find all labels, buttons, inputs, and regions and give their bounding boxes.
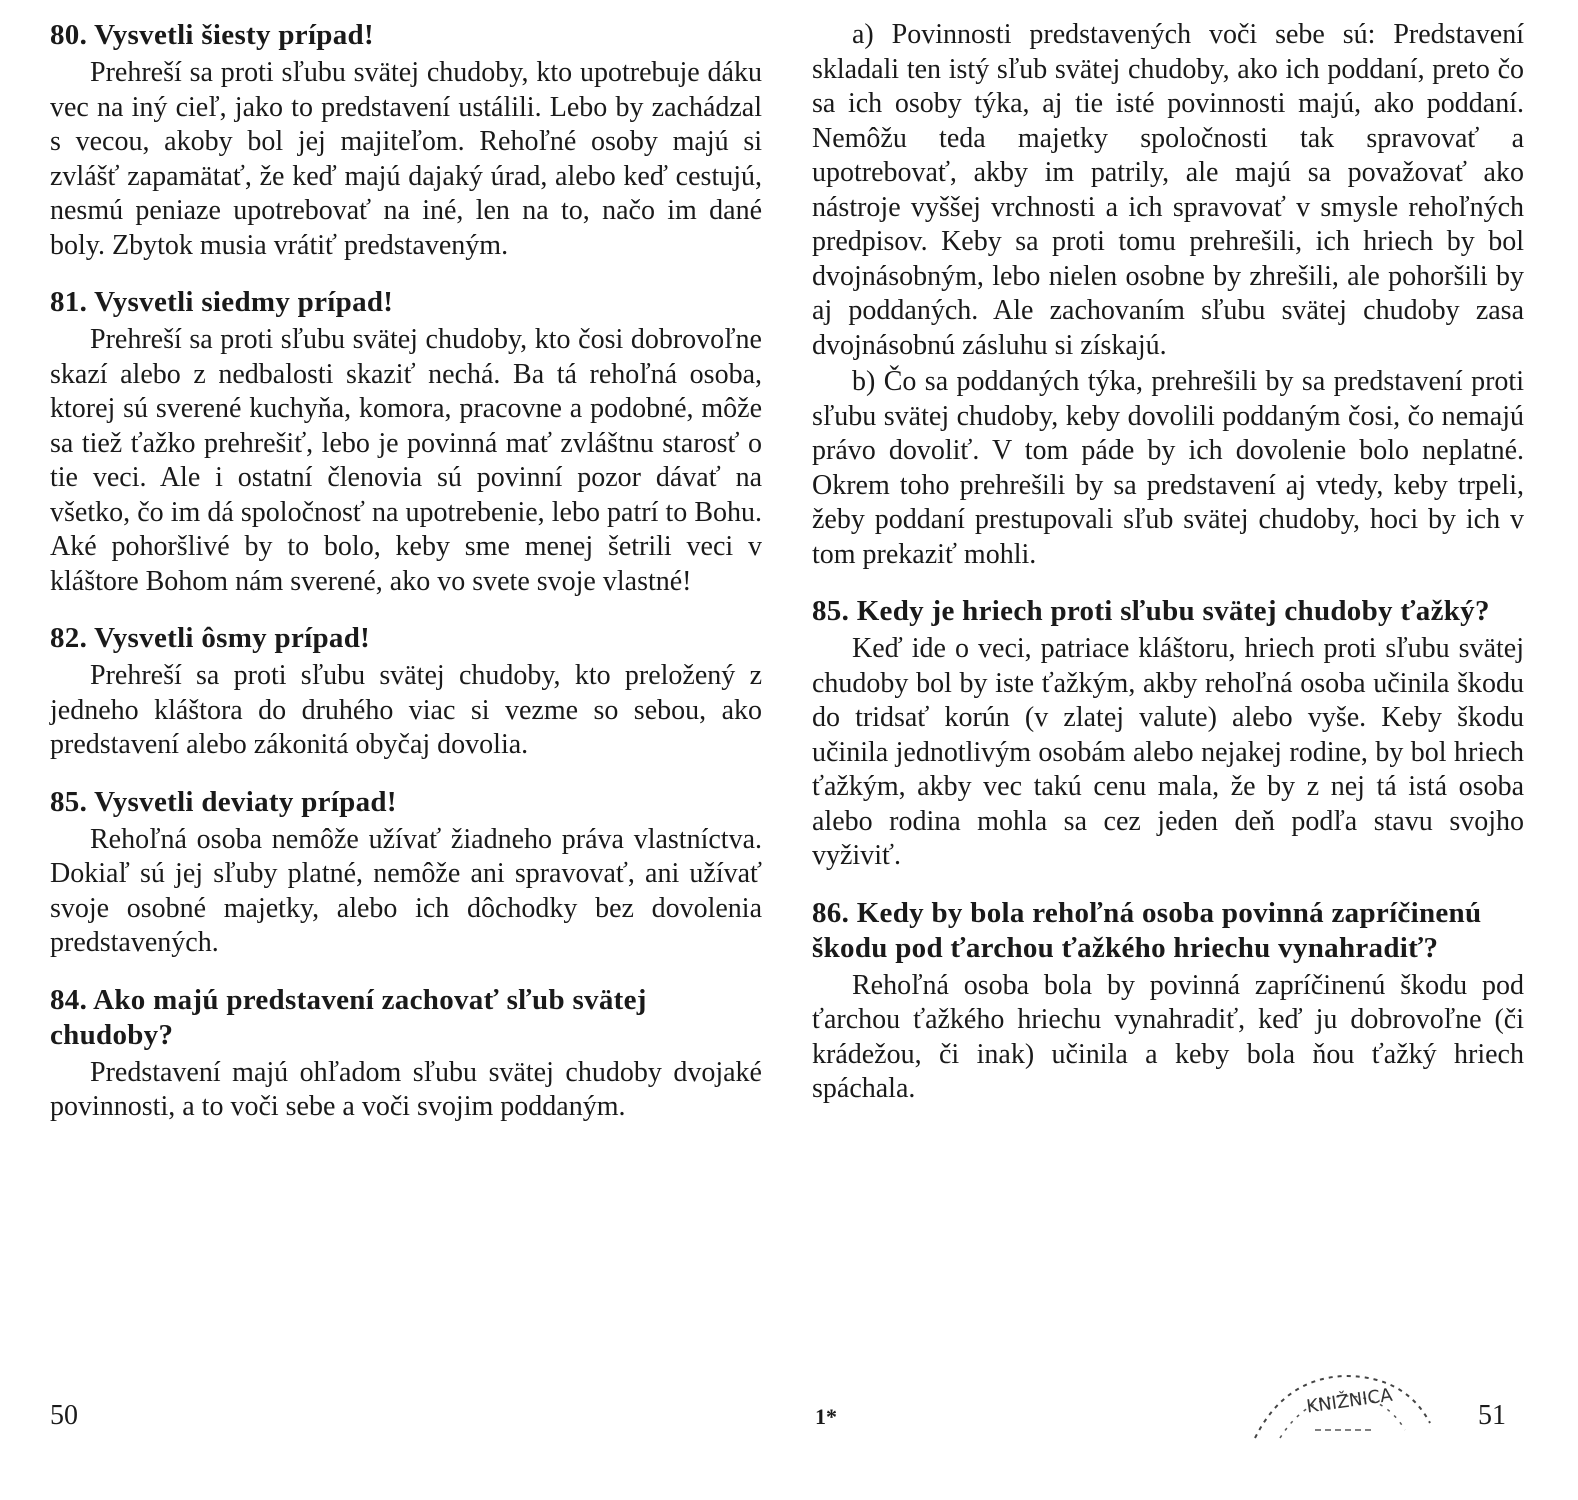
- question-82: [50, 621, 762, 763]
- question-title: 85. Kedy je hriech proti sľubu svätej chudoby ťažký?: [812, 595, 1490, 627]
- paragraph: Rehoľná osoba bola by povinná zapríčinenú škodu pod ťarchou ťažkého hriechu vynahradiť, keď ju dobrovoľne (či krádežou, či inak) učinila a keby bola ňou ťažký hriech spáchala.: [812, 969, 1524, 1104]
- library-stamp-icon: [1245, 1368, 1435, 1448]
- question-84: [50, 983, 762, 1125]
- question-85: [812, 594, 1524, 874]
- question-84-continued: [812, 18, 1524, 572]
- paragraph: Predstavení majú ohľadom sľubu svätej chudoby dvojaké povinnosti, a to voči sebe a voči svojim poddaným.: [50, 1056, 762, 1122]
- question-86: [812, 896, 1524, 1107]
- question-title: 81. Vysvetli siedmy prípad!: [50, 286, 394, 318]
- left-page: [50, 18, 762, 1147]
- paragraph: Rehoľná osoba nemôže užívať žiadneho práva vlastníctva. Dokiaľ sú jej sľuby platné, nemôže ani spravovať, ani užívať svoje osobné majetky, alebo ich dôchodky bez dovolenia predstavených.: [50, 823, 762, 958]
- question-83: [50, 785, 762, 961]
- question-title: 80. Vysvetli šiesty prípad!: [50, 19, 374, 51]
- paragraph: Prehreší sa proti sľubu svätej chudoby, kto upotrebuje dáku vec na iný cieľ, jako to predstavení ustálili. Lebo by zachádzal s vecou, akoby bol jej majiteľom. Rehoľné osoby majú si zvlášť zapamätať, že keď majú dajaký úrad, alebo keď cestujú, nesmú peniaze upotrebovať na iné, len na to, načo im dané boly. Zbytok musia vrátiť predstaveným.: [50, 57, 762, 261]
- paragraph: Prehreší sa proti sľubu svätej chudoby, kto preložený z jedneho kláštora do druhého viac si vezme so sebou, ako predstavení alebo zákonitá obyčaj dovolia.: [50, 660, 762, 760]
- signature-mark: 1*: [815, 1404, 837, 1429]
- paragraph: Prehreší sa proti sľubu svätej chudoby, kto čosi dobrovoľne skazí alebo z nedbalosti skaziť nechá. Ba tá rehoľná osoba, ktorej sú sverené kuchyňa, komora, pracovne a podobné, môže sa tiež ťažko prehrešiť, lebo je povinná mať zvláštnu starosť o tie veci. Ale i ostatní členovia sú povinní pozor dávať na všetko, čo im dá spoločnosť na upotrebenie, lebo patrí to Bohu. Aké pohoršlivé by to bolo, keby sme menej šetrili veci v kláštore Bohom nám sverené, ako vo svete svoje vlastné!: [50, 324, 762, 597]
- question-title: 86. Kedy by bola rehoľná osoba povinná zapríčinenú škodu pod ťarchou ťažkého hriechu vynahradiť?: [812, 896, 1482, 964]
- question-title: 84. Ako majú predstavení zachovať sľub svätej chudoby?: [50, 983, 647, 1051]
- right-page: [812, 18, 1524, 1129]
- stamp-text: KNIŽNICA: [1305, 1384, 1394, 1418]
- paragraph-b: b) Čo sa poddaných týka, prehrešili by sa predstavení proti sľubu svätej chudoby, keby dovolili poddaným čosi, čo nemajú právo dovoliť. V tom páde by ich dovolenie bolo neplatné. Okrem toho prehrešili by sa predstavení aj vtedy, keby trpeli, žeby poddaní prestupovali sľub svätej chudoby, hoci by ich v tom prekaziť mohli.: [812, 366, 1524, 570]
- question-title: 82. Vysvetli ôsmy prípad!: [50, 622, 371, 654]
- paragraph-a: a) Povinnosti predstavených voči sebe sú: Predstavení skladali ten istý sľub svätej chudoby, ako ich poddaní, preto čo sa ich osoby týka, aj tie isté povinnosti majú, ako poddaní. Nemôžu teda majetky spoločnosti tak spravovať a upotrebovať, akby im patrily, ale majú sa považovať ako nástroje vyššej vrchnosti a ich spravovať v smysle rehoľných predpisov. Keby sa proti tomu prehrešili, ich hriech by bol dvojnásobným, lebo nielen osobne by zhrešili, ale pohoršili by aj poddaných. Ale zachovaním sľubu svätej chudoby zasa dvojnásobnú zásluhu si získajú.: [812, 19, 1524, 361]
- question-81: [50, 285, 762, 599]
- question-title: 85. Vysvetli deviaty prípad!: [50, 785, 397, 818]
- question-80: [50, 18, 762, 263]
- paragraph: Keď ide o veci, patriace kláštoru, hriech proti sľubu svätej chudoby bol by iste ťažkým, akby rehoľná osoba učinila škodu do tridsať korún (v zlatej valute) alebo vyše. Keby škodu učinila jednotlivým osobám alebo nejakej rodine, by bol hriech ťažkým, akby vec takú cenu mala, že by z nej tá istá osoba alebo rodina mohla sa cez jeden deň podľa stavu svojho vyživiť.: [812, 633, 1524, 871]
- page-number-right: 51: [1478, 1400, 1506, 1431]
- page-number-left: 50: [50, 1400, 78, 1431]
